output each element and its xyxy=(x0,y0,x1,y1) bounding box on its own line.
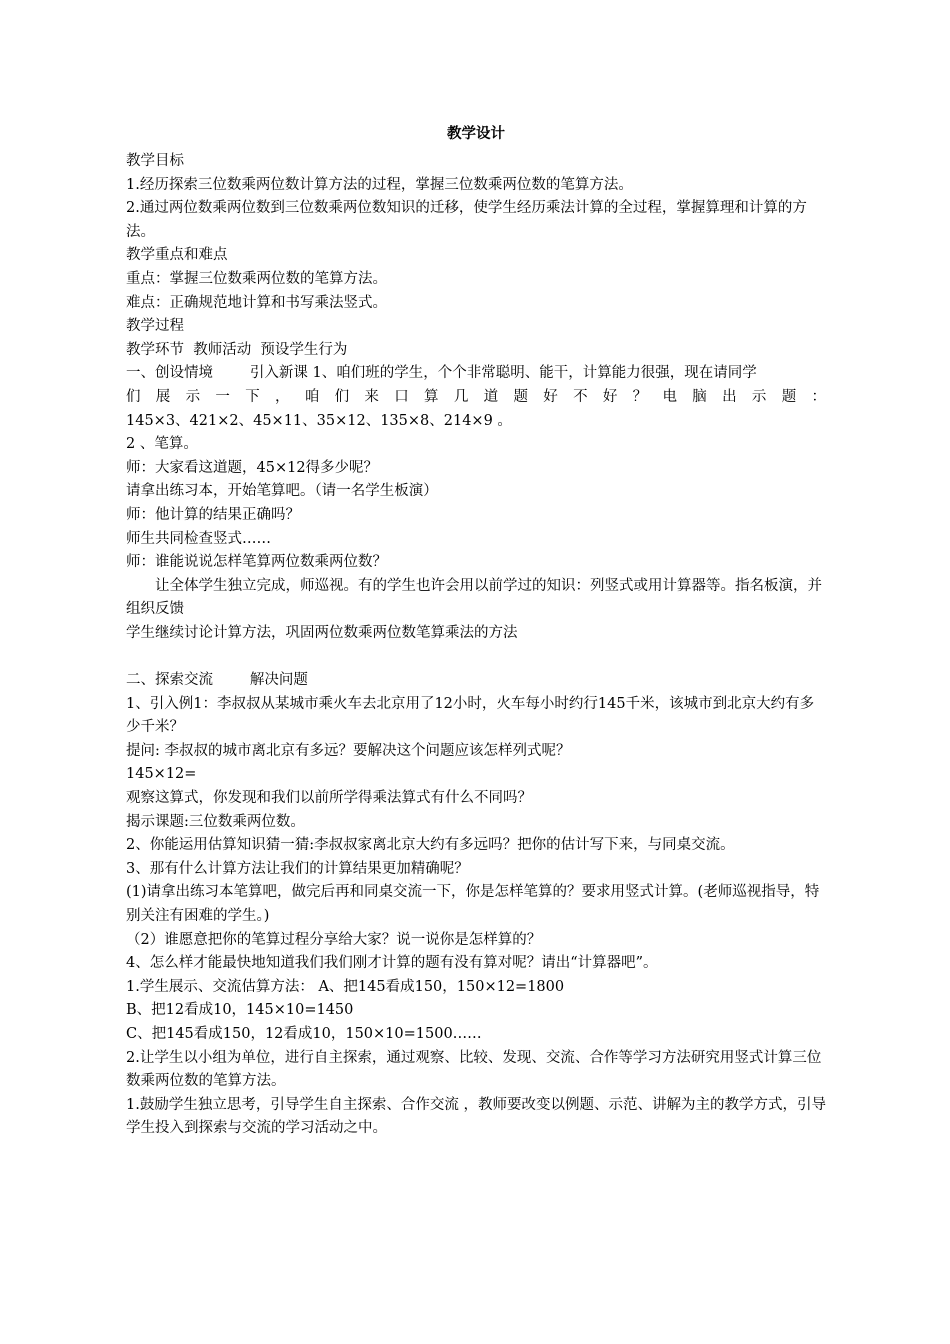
heading-key-points: 教学重点和难点 xyxy=(126,247,228,264)
goal-2: 2.通过两位数乘两位数到三位数乘两位数知识的迁移，使学生经历乘法计算的全过程，掌握算理和计算的方法。 xyxy=(126,200,807,240)
heading-teaching-goals: 教学目标 xyxy=(126,153,184,169)
teacher-question-3: 师：谁能说说怎样笔算两位数乘两位数？ xyxy=(126,554,387,571)
question-distance: 提问: 李叔叔的城市离北京有多远？要解决这个问题应该怎样列式呢？ xyxy=(126,742,571,759)
teacher-question-1: 师：大家看这道题，45×12得多少呢？ xyxy=(126,459,379,476)
teacher-question-2: 师：他计算的结果正确吗？ xyxy=(126,506,300,523)
document-title: 教学设计 xyxy=(447,125,505,142)
estimate-method-b: B、把12看成10，145×10=1450 xyxy=(126,1002,354,1019)
section-1-intro-cont: 们展示一下，咱们来口算几道题好不好？电脑出示题： xyxy=(126,388,826,405)
observe-expression: 观察这算式，你发现和我们以前所学得乘法算式有什么不同吗？ xyxy=(126,790,532,807)
oral-problems: 145×3、421×2、45×11、35×12、135×8、214×9 。 xyxy=(126,412,512,429)
process-columns: 教学环节 教师活动 预设学生行为 xyxy=(126,341,348,358)
estimate-method-c: C、把145看成150，12看成10，150×10=1500…… xyxy=(126,1025,482,1042)
estimate-method-a: 1.学生展示、交流估算方法： A、把145看成150，150×12=1800 xyxy=(126,978,565,995)
substep-1: (1)请拿出练习本笔算吧，做完后再和同桌交流一下，你是怎样笔算的？要求用竖式计算。(老师巡视指导，特别关注有困难的学生。) xyxy=(126,884,820,924)
independent-work: 让全体学生独立完成，师巡视。有的学生也许会用以前学过的知识：列竖式或用计算器等。指名板演，并组织反馈 xyxy=(126,577,822,618)
section-1-intro: 一、创设情境 引入新课 1、咱们班的学生，个个非常聪明、能干，计算能力很强，现在请同学 xyxy=(126,365,757,382)
estimate-step: 2、你能运用估算知识猜一猜:李叔叔家离北京大约有多远吗？把你的估计写下来，与同桌交流。 xyxy=(126,837,735,854)
encourage-thinking: 1.鼓励学生独立思考，引导学生自主探索、合作交流 ，教师要改变以例题、示范、讲解为主的教学方式，引导学生投入到探索与交流的学习活动之中。 xyxy=(126,1096,826,1137)
document-body xyxy=(126,122,826,1141)
expression: 145×12= xyxy=(126,766,197,783)
continue-discussion: 学生继续讨论计算方法，巩固两位数乘两位数笔算乘法的方法 xyxy=(126,624,518,641)
blank-line xyxy=(126,645,826,669)
heading-teaching-process: 教学过程 xyxy=(126,318,184,335)
section-2-heading: 二、探索交流 解决问题 xyxy=(126,672,308,689)
step-written-calc: 2 、笔算。 xyxy=(126,436,198,453)
goal-1: 1.经历探索三位数乘两位数计算方法的过程，掌握三位数乘两位数的笔算方法。 xyxy=(126,176,633,193)
difficult-point: 难点：正确规范地计算和书写乘法竖式。 xyxy=(126,294,387,311)
precise-step: 3、那有什么计算方法让我们的计算结果更加精确呢？ xyxy=(126,860,469,877)
substep-2: （2）谁愿意把你的笔算过程分享给大家？说一说你是怎样算的？ xyxy=(126,931,542,948)
key-point: 重点：掌握三位数乘两位数的笔算方法。 xyxy=(126,270,387,287)
instruction-notebook: 请拿出练习本，开始笔算吧。（请一名学生板演） xyxy=(126,483,438,500)
example-1: 1、引入例1：李叔叔从某城市乘火车去北京用了12小时，火车每小时约行145千米，该城市到北京大约有多少千米？ xyxy=(126,695,815,736)
group-exploration: 2.让学生以小组为单位，进行自主探索，通过观察、比较、发现、交流、合作等学习方法研究用竖式计算三位数乘两位数的笔算方法。 xyxy=(126,1049,822,1090)
reveal-topic: 揭示课题:三位数乘两位数。 xyxy=(126,813,305,830)
joint-check: 师生共同检查竖式…… xyxy=(126,530,271,547)
calculator-step: 4、怎么样才能最快地知道我们我们刚才计算的题有没有算对呢？请出“计算器吧”。 xyxy=(126,955,658,972)
